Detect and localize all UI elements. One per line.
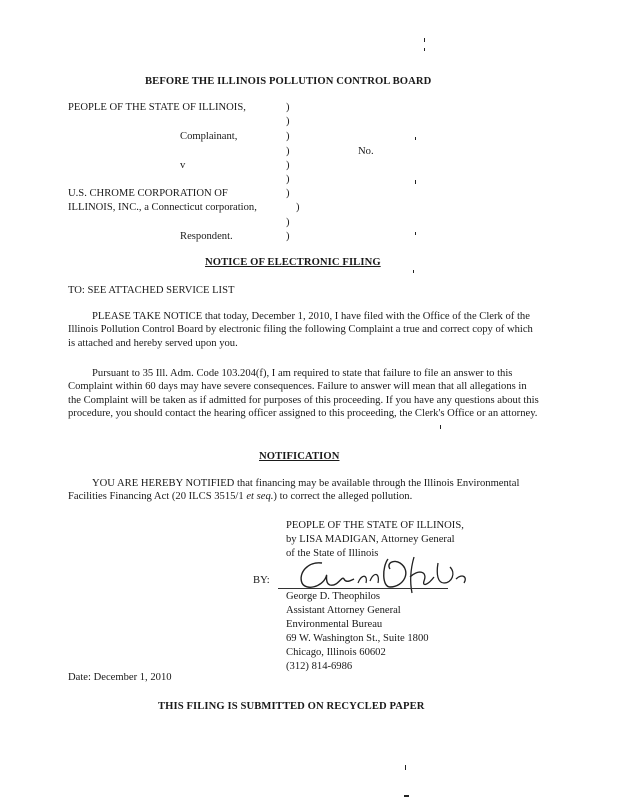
notification-title: NOTIFICATION bbox=[259, 451, 340, 462]
recycled-paper-footer: THIS FILING IS SUBMITTED ON RECYCLED PAPER bbox=[158, 701, 425, 712]
scan-mark bbox=[415, 232, 416, 235]
signature-line bbox=[278, 588, 448, 589]
caption-paren: ) bbox=[286, 116, 290, 127]
scan-mark bbox=[424, 38, 425, 42]
signature-by-line: by LISA MADIGAN, Attorney General bbox=[286, 534, 455, 545]
scan-mark bbox=[424, 48, 425, 51]
notification-body: that financing may be available through the Illinois Environmental Facilities Financing Act (20 ILCS 3515/1 bbox=[68, 478, 520, 503]
notification-lead: YOU ARE HEREBY NOTIFIED bbox=[92, 478, 235, 489]
notice-title: NOTICE OF ELECTRONIC FILING bbox=[205, 257, 381, 268]
caption-paren: ) bbox=[296, 202, 300, 213]
caption-versus: v bbox=[180, 160, 186, 171]
caption-paren: ) bbox=[286, 160, 290, 171]
caption-case-number-label: No. bbox=[358, 146, 374, 157]
caption-paren: ) bbox=[286, 231, 290, 242]
signer-address-line2: Chicago, Illinois 60602 bbox=[286, 647, 386, 658]
caption-defendant-line2: ILLINOIS, INC., a Connecticut corporation, bbox=[68, 202, 257, 213]
notice-body: that today, December 1, 2010, I have filed with the Office of the Clerk of the Illinois Pollution Control Board by electronic filing the following Complaint a true and correct copy of which is attached and hereby served upon you. bbox=[68, 311, 533, 349]
caption-paren: ) bbox=[286, 131, 290, 142]
notification-paragraph bbox=[68, 477, 540, 504]
caption-paren: ) bbox=[286, 174, 290, 185]
scan-mark bbox=[440, 425, 441, 429]
date-line: Date: December 1, 2010 bbox=[68, 672, 172, 683]
caption-defendant-role: Respondent. bbox=[180, 231, 233, 242]
court-heading: BEFORE THE ILLINOIS POLLUTION CONTROL BOARD bbox=[145, 76, 432, 87]
notice-lead: PLEASE TAKE NOTICE bbox=[92, 311, 203, 322]
signer-address-line1: 69 W. Washington St., Suite 1800 bbox=[286, 633, 429, 644]
to-line: TO: SEE ATTACHED SERVICE LIST bbox=[68, 285, 235, 296]
answer-paragraph: Pursuant to 35 Ill. Adm. Code 103.204(f), I am required to state that failure to file an answer to this Complaint within 60 days may have severe consequences. Failure to answer will mean that all allegations in the Complaint will be taken as if admitted for purposes of this proceeding. If you have any questions about this procedure, you should contact the hearing officer assigned to this proceeding, the Clerk's Office or an attorney. bbox=[68, 368, 539, 420]
signature-by-label: BY: bbox=[253, 575, 270, 586]
scan-mark bbox=[413, 270, 414, 273]
scan-mark bbox=[415, 137, 416, 140]
scan-mark bbox=[404, 795, 409, 797]
caption-paren: ) bbox=[286, 188, 290, 199]
signer-name: George D. Theophilos bbox=[286, 591, 381, 602]
notice-paragraph bbox=[68, 310, 540, 350]
notification-et-seq: et seq. bbox=[246, 491, 274, 503]
caption-paren: ) bbox=[286, 102, 290, 113]
signature-state-line: of the State of Illinois bbox=[286, 548, 379, 559]
caption-defendant-line1: U.S. CHROME CORPORATION OF bbox=[68, 188, 228, 199]
scan-mark bbox=[405, 765, 406, 770]
scan-mark bbox=[415, 180, 416, 184]
signer-phone: (312) 814-6986 bbox=[286, 661, 353, 672]
caption-paren: ) bbox=[286, 146, 290, 157]
signer-title: Assistant Attorney General bbox=[286, 605, 401, 616]
caption-paren: ) bbox=[286, 217, 290, 228]
caption-plaintiff-role: Complainant, bbox=[180, 131, 238, 142]
signature-party: PEOPLE OF THE STATE OF ILLINOIS, bbox=[286, 520, 464, 531]
signer-bureau: Environmental Bureau bbox=[286, 619, 383, 630]
notification-body-end: ) to correct the alleged pollution. bbox=[273, 491, 413, 503]
caption-plaintiff: PEOPLE OF THE STATE OF ILLINOIS, bbox=[68, 102, 246, 113]
